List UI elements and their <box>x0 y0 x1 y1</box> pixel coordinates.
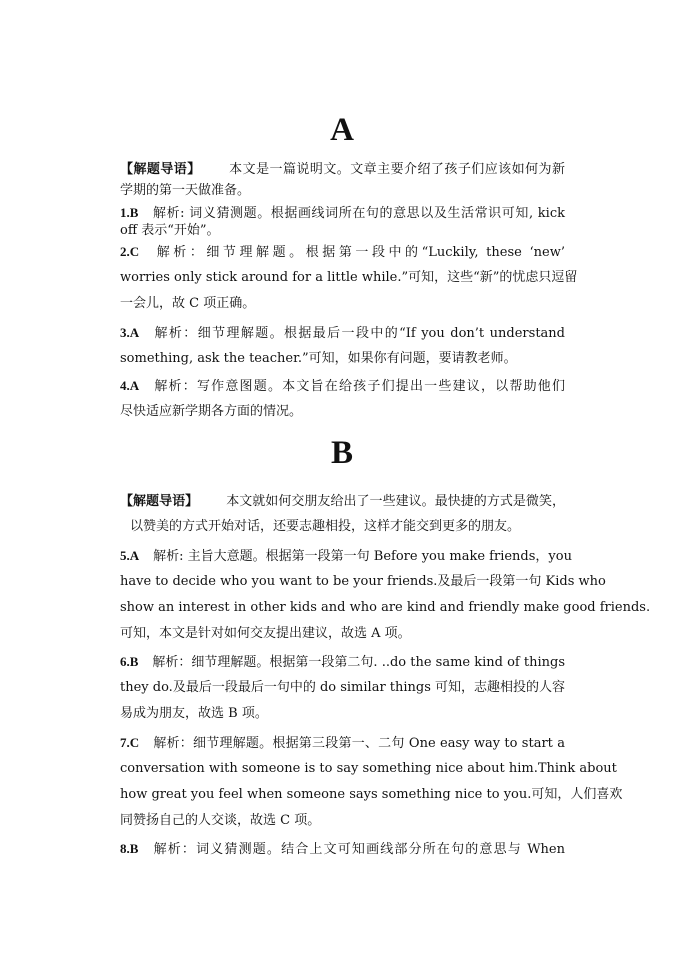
question-4-line-2: 尽快适应新学期各方面的情况。 <box>120 404 303 419</box>
question-3-line-2: something, ask the teacher.”可知，如果你有问题，要请教老师。 <box>120 351 517 366</box>
question-8-line-1: 8.B 解析：词义猜测题。结合上文可知画线部分所在句的意思与 When <box>120 841 565 857</box>
question-3-line-1: 3.A 解析：细节理解题。根据最后一段中的“If you don’t understand <box>120 325 565 341</box>
question-7-line-4: 同赞扬自己的人交谈，故选 C 项。 <box>120 813 321 828</box>
question-4-number: 4.A <box>120 378 140 393</box>
section-a-heading: A <box>330 112 354 148</box>
question-2-line-2: worries only stick around for a little while.”可知，这些“新”的忧虑只逗留 <box>120 270 578 285</box>
question-6-line-2: they do.及最后一段最后一句中的 do similar things 可知，志趣相投的人容 <box>120 680 566 695</box>
question-5-line-3: show an interest in other kids and who are kind and friendly make good friends. <box>120 600 651 615</box>
question-4-line-1: 4.A 解析：写作意图题。本文旨在给孩子们提出一些建议，以帮助他们 <box>120 378 565 394</box>
question-2-line-1: 2.C 解析：细节理解题。根据第一段中的“Luckily, these ‘new’ <box>120 244 565 260</box>
section-a-intro-label: 【解题导语】 <box>120 161 201 176</box>
question-7-line-3: how great you feel when someone says something nice to you.可知，人们喜欢 <box>120 787 623 802</box>
question-5-line-4: 可知，本文是针对如何交友提出建议，故选 A 项。 <box>120 626 411 641</box>
question-7-number: 7.C <box>120 735 140 750</box>
section-b-intro-line-1: 【解题导语】 本文就如何交朋友给出了一些建议。最快捷的方式是微笑， <box>120 493 565 509</box>
section-b-intro-label: 【解题导语】 <box>120 493 199 508</box>
section-a-intro-line-1: 【解题导语】 本文是一篇说明文。文章主要介绍了孩子们应该如何为新 <box>120 161 565 177</box>
question-6-line-3: 易成为朋友，故选 B 项。 <box>120 706 268 721</box>
section-a-intro-line-2: 学期的第一天做准备。 <box>120 183 251 198</box>
question-7-line-2: conversation with someone is to say something nice about him.Think about <box>120 761 617 776</box>
section-b-intro-line-2: 以赞美的方式开始对话，还要志趣相投，这样才能交到更多的朋友。 <box>130 519 521 534</box>
question-2-line-3: 一会儿，故 C 项正确。 <box>120 296 256 311</box>
question-6-number: 6.B <box>120 654 139 669</box>
question-2-number: 2.C <box>120 244 140 259</box>
question-7-line-1: 7.C 解析：细节理解题。根据第三段第一、二句 One easy way to start a <box>120 735 565 751</box>
question-8-number: 8.B <box>120 841 139 856</box>
question-1-line-2: off 表示“开始”。 <box>120 223 220 238</box>
question-5-number: 5.A <box>120 548 140 563</box>
question-6-line-1: 6.B 解析：细节理解题。根据第一段第二句. ..do the same kind of things <box>120 654 565 670</box>
question-5-line-2: have to decide who you want to be your friends.及最后一段第一句 Kids who <box>120 574 606 589</box>
question-1-line-1: 1.B 解析: 词义猜测题。根据画线词所在句的意思以及生活常识可知, kick <box>120 205 565 221</box>
question-1-number: 1.B <box>120 205 139 220</box>
section-b-heading: B <box>330 435 353 471</box>
question-5-line-1: 5.A 解析: 主旨大意题。根据第一段第一句 Before you make friends，you <box>120 548 572 564</box>
question-3-number: 3.A <box>120 325 140 340</box>
